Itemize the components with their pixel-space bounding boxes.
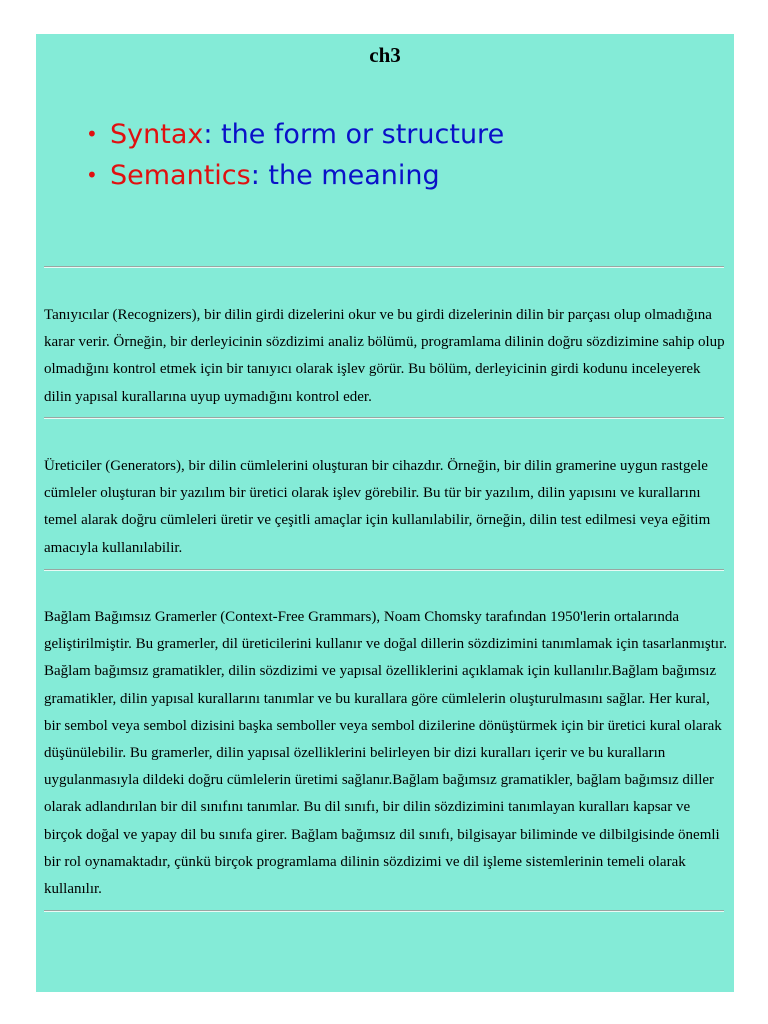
divider <box>44 910 724 912</box>
bullet-semantics <box>86 155 504 196</box>
bullet-term: Syntax <box>110 119 204 150</box>
bullet-dot-icon: • <box>86 163 98 187</box>
divider <box>44 569 724 571</box>
slide-bullet-list <box>86 114 504 196</box>
bullet-description: : the meaning <box>250 160 440 191</box>
paragraph-recognizers: Tanıyıcılar (Recognizers), bir dilin girdi dizelerini okur ve bu girdi dizelerinin dilin bir parçası olup olmadığına karar verir. Örneğin, bir derleyicinin sözdizimi analiz bölümü, programlama dilinin doğru sözdizimine sahip olup olmadığını kontrol etmek için bir tanıyıcı olarak işlev görür. Bu bölüm, derleyicinin girdi kodunu inceleyerek dilin yapısal kurallarına uyup uymadığını kontrol eder. <box>44 307 725 405</box>
paragraph-generators: Üreticiler (Generators), bir dilin cümlelerini oluşturan bir cihazdır. Örneğin, bir dilin gramerine uygun rastgele cümleler oluşturan bir yazılım bir üretici olarak işlev görebilir. Bu tür bir yazılım, dilin yapısını ve kurallarını temel alarak doğru cümleleri üretir ve çeşitli amaçlar için kullanılabilir, örneğin, dilin test edilmesi veya eğitim amacıyla kullanılabilir. <box>44 458 711 556</box>
page-content <box>36 34 734 992</box>
divider <box>44 266 724 268</box>
bullet-description: : the form or structure <box>203 119 505 150</box>
bullet-term: Semantics <box>110 160 251 191</box>
bullet-dot-icon: • <box>86 122 98 146</box>
bullet-syntax <box>86 114 504 155</box>
paragraph-context-free-grammars: Bağlam Bağımsız Gramerler (Context-Free Grammars), Noam Chomsky tarafından 1950'lerin ortalarında geliştirilmiştir. Bu gramerler, dil üreticilerini kullanır ve doğal dillerin sözdizimini tanımlamak için tasarlanmıştır. Bağlam bağımsız gramatikler, dilin sözdizimi ve yapısal özelliklerini açıklamak için kullanılır.Bağlam bağımsız gramatikler, dilin yapısal kurallarını tanımlar ve bu kurallara göre cümlelerin oluşturulmasını sağlar. Her kural, bir sembol veya sembol dizisini başka semboller veya sembol dizilerine dönüştürmek için bir üretici kural olarak düşünülebilir. Bu gramerler, dilin yapısal özelliklerini belirleyen bir dizi kuralları içerir ve bu kuralların uygulanmasıyla dildeki doğru cümlelerin üretimi sağlanır.Bağlam bağımsız gramatikler, bağlam bağımsız diller olarak adlandırılan bir dil sınıfını tanımlar. Bu dil sınıfı, bir dilin sözdizimini tanımlayan kuralları kapsar ve birçok doğal ve yapay dil bu sınıfa girer. Bağlam bağımsız dil sınıfı, bilgisayar biliminde ve dilbilgisinde önemli bir rol oynamaktadır, çünkü birçok programlama dilinin sözdizimi ve dil işleme sistemlerinin temeli olarak kullanılır. <box>44 609 727 898</box>
page-title: ch3 <box>369 43 401 67</box>
divider <box>44 417 724 419</box>
